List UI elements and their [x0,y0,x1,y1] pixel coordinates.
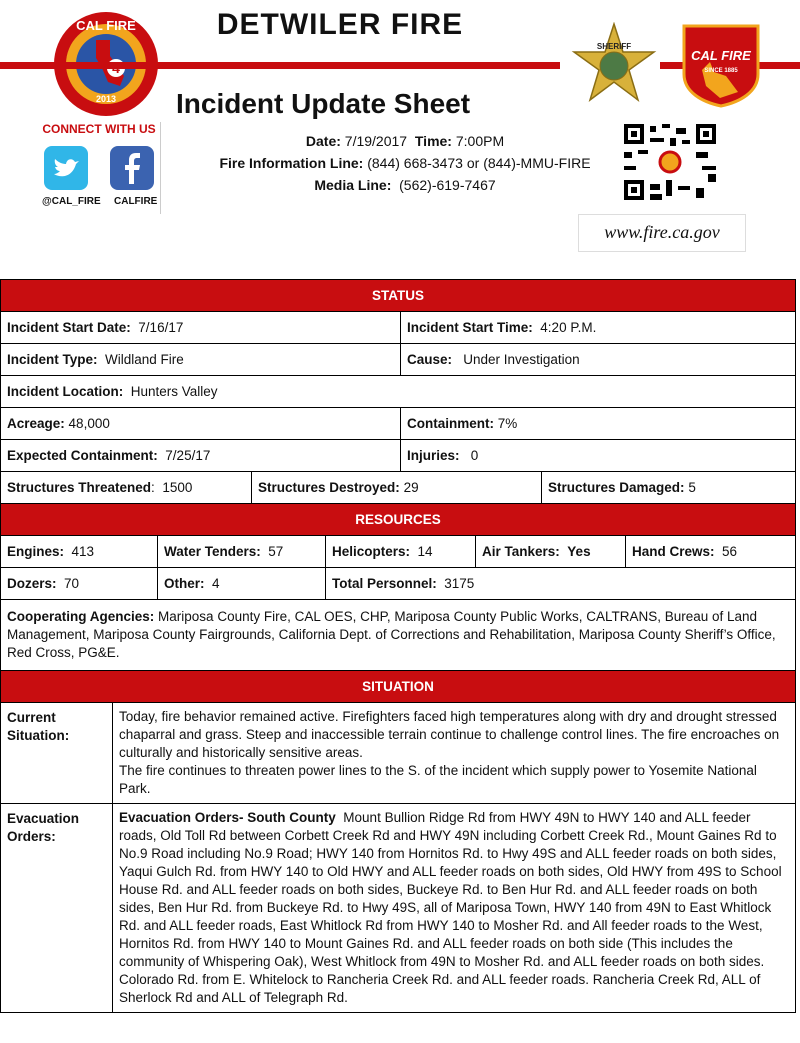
engines-cell: Engines: 413 [1,536,158,567]
hand-crews-cell: Hand Crews: 56 [632,544,738,559]
other-value: 4 [212,576,220,591]
resources-header: RESOURCES [1,504,795,535]
svg-text:SINCE 1885: SINCE 1885 [704,68,738,74]
twitter-icon[interactable] [44,146,88,190]
svg-text:2013: 2013 [95,94,117,104]
cooperating-agencies-row [1,600,795,671]
current-situation-text: Today, fire behavior remained active. Firefighters faced high temperatures along with dry and drought stressed chaparral and grass. Steep and inaccessible terrain continue to challenge control lines. The fire encroaches on culturally and historically sensitive areas. The fire continues to threaten power lines to the S. of the incident which supply power to Yosemite National Park. [119,709,780,796]
facebook-handle[interactable]: CALFIRE [114,196,158,207]
cal-fire-badge-logo [680,22,762,108]
page-title: Incident Update Sheet [176,88,471,119]
cause-cell: Cause: Under Investigation [407,352,580,367]
containment-cell: Containment: 7% [407,416,518,431]
connect-label: CONNECT WITH US [42,122,156,136]
status-row-location [1,376,795,408]
dozers-value: 70 [64,576,80,591]
helicopters-cell: Helicopters: 14 [326,536,476,567]
qr-code[interactable] [620,122,720,202]
start-time-value: 4:20 P.M. [540,320,597,335]
air-tankers-value: Yes [567,544,591,559]
situation-header-row [1,671,795,703]
incident-type-cell: Incident Type: Wildland Fire [1,344,401,375]
structures-threatened-value: 1500 [162,480,193,495]
status-row-type [1,344,795,376]
sheriff-badge-logo [568,22,660,108]
injuries-cell: Injuries: 0 [407,448,479,463]
current-situation-row [1,703,795,804]
status-row-structures [1,472,795,504]
acreage-cell: Acreage: 48,000 [1,408,401,439]
total-personnel-value: 3175 [444,576,475,591]
air-tankers-cell: Air Tankers: Yes [476,536,626,567]
resources-row-2 [1,568,795,600]
incident-type-value: Wildland Fire [105,352,184,367]
dozers-cell: Dozers: 70 [1,568,158,599]
location-value: Hunters Valley [130,384,218,399]
twitter-handle[interactable]: @CAL_FIRE [42,196,101,207]
resources-row-1 [1,536,795,568]
start-date-value: 7/16/17 [138,320,184,335]
status-row-acreage [1,408,795,440]
acreage-value: 48,000 [68,416,110,431]
start-time-cell: Incident Start Time: 4:20 P.M. [407,320,597,335]
contact-info: Date: 7/19/2017 Time: 7:00PM Fire Information Line: (844) 668-3473 or (844)-MMU-FIRE Media Line: (562)-619-7467 [219,133,591,193]
water-tenders-cell: Water Tenders: 57 [158,536,326,567]
structures-destroyed-cell: Structures Destroyed: 29 [252,472,542,503]
connect-panel [38,122,161,214]
situation-header: SITUATION [1,671,795,702]
helicopters-value: 14 [417,544,433,559]
structures-damaged-value: 5 [688,480,696,495]
media-line-value: (562)-619-7467 [399,177,496,193]
engines-value: 413 [71,544,95,559]
cooperating-agencies-value: Mariposa County Fire, CAL OES, CHP, Mariposa County Public Works, CALTRANS, Bureau of Land Management, Mariposa County Fairgrounds, California Dept. of Corrections and Rehabilitation, Mariposa County Sheriff’s Office, Red Cross, PG&E. [7,609,776,660]
date-value: 7/19/2017 [344,133,408,149]
time-value: 7:00PM [455,133,505,149]
containment-value: 7% [497,416,518,431]
injuries-value: 0 [470,448,479,463]
evacuation-orders-row [1,804,795,1012]
evacuation-orders-label: Evacuation Orders: [1,804,113,1012]
svg-text:CAL FIRE: CAL FIRE [76,18,136,33]
svg-text:CAL FIRE: CAL FIRE [691,48,751,63]
status-header: STATUS [1,280,795,311]
cooperating-agencies-cell: Cooperating Agencies: Mariposa County Fire, CAL OES, CHP, Mariposa County Public Works, CALTRANS, Bureau of Land Management, Mariposa County Fairgrounds, California Dept. of Corrections and Rehabilitation, Mariposa County Sheriff’s Office, Red Cross, PG&E. [7,609,776,660]
resources-header-row [1,504,795,536]
website-link[interactable]: www.fire.ca.gov [578,214,746,252]
location-cell: Incident Location: Hunters Valley [7,384,218,399]
expected-containment-cell: Expected Containment: 7/25/17 [1,440,401,471]
header-divider [0,62,560,69]
water-tenders-value: 57 [268,544,284,559]
info-line-value: (844) 668-3473 or (844)-MMU-FIRE [367,155,591,171]
incident-name: DETWILER FIRE [216,8,464,41]
structures-damaged-cell: Structures Damaged: 5 [548,480,696,495]
incident-table [0,279,796,1013]
evacuation-orders-text: Evacuation Orders- South County Mount Bullion Ridge Rd from HWY 49N to HWY 140 and ALL feeder roads, Old Toll Rd between Corbett Creek Rd and HWY 49N including Corbett Creek Rd., Mount Gaines Rd to No.9 Road including No.9 Road; HWY 140 from Hornitos Rd. to Hwy 49S and ALL feeder roads on both sides, Yaqui Gulch Rd. from HWY 140 to Old HWY and ALL feeder roads on both sides, Old HWY from 49S to School House Rd. and ALL feeder roads on both sides, Buckeye Rd. to Ben Hur Rd. and ALL feeder roads on both sides, Ben Hur Rd. from Buckeye Rd. to Hwy 49S, all of Mariposa Town, HWY 140 from 49N to East Whitlock Rd. and ALL feeder roads, East Whitlock Rd from HWY 140 to Mosher Rd. and All feeder roads to the West, Hornitos Rd. from HWY 140 to Mount Gaines Rd. and ALL feeder roads on both side (This includes the community of Whispering Oak), West Whitlock from 49N to Mosher Rd. and ALL feeder roads on both sides. Colorado Rd. from E. Whitelock to Rancheria Creek Rd. and ALL feeder roads. Rancheria Creek Rd, ALL of Sherlock Rd and ALL of Telegraph Rd. [119,810,782,1005]
status-header-row [1,280,795,312]
status-row-expected [1,440,795,472]
total-personnel-cell: Total Personnel: 3175 [332,576,475,591]
expected-containment-value: 7/25/17 [165,448,211,463]
other-cell: Other: 4 [158,568,326,599]
structures-destroyed-value: 29 [403,480,419,495]
cause-value: Under Investigation [463,352,580,367]
structures-threatened-cell: Structures Threatened : 1500 [1,472,252,503]
hand-crews-value: 56 [722,544,738,559]
status-row-start [1,312,795,344]
svg-text:SHERIFF: SHERIFF [596,42,632,51]
start-date-cell: Incident Start Date: 7/16/17 [1,312,401,343]
current-situation-label: Current Situation: [1,703,113,803]
facebook-icon[interactable] [110,146,154,190]
